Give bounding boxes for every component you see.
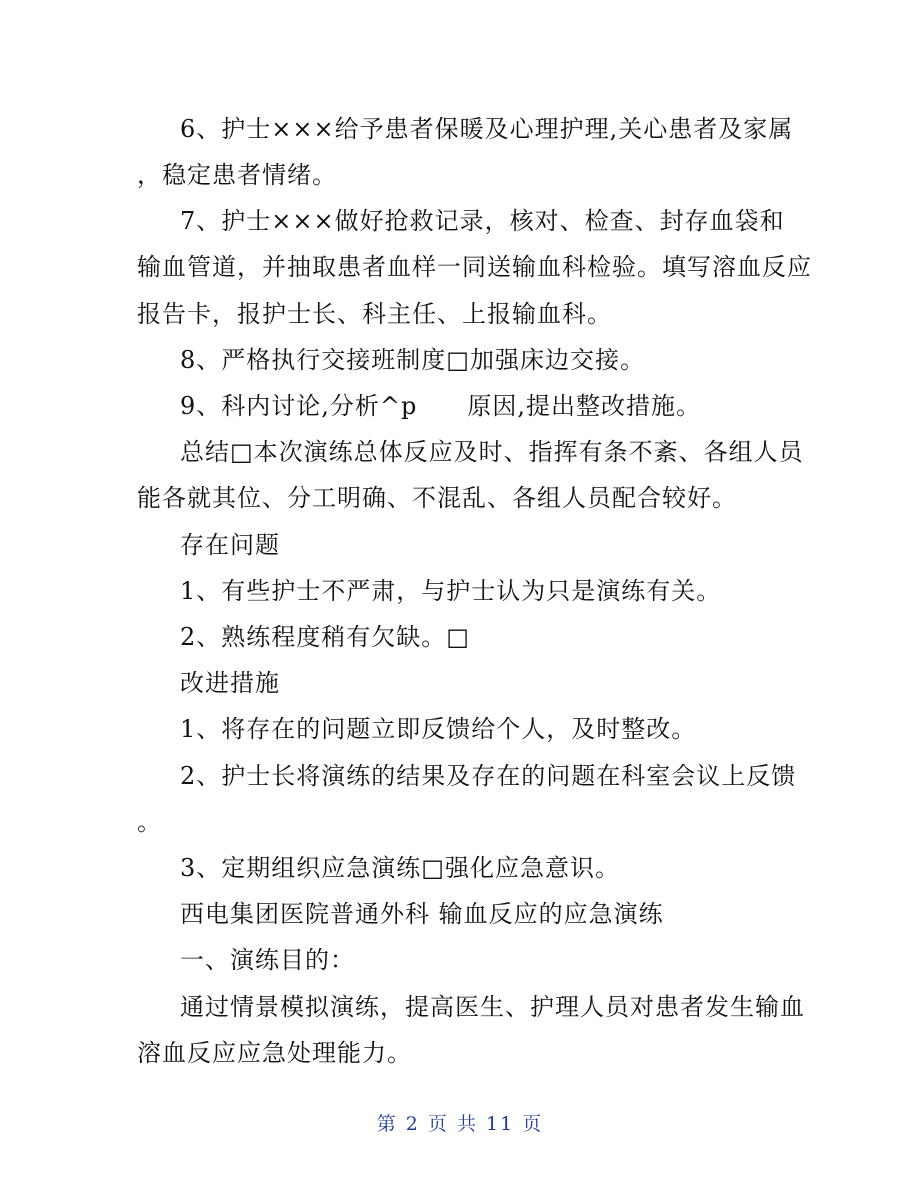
paragraph-line: 1、有些护士不严肃，与护士认为只是演练有关。 — [180, 577, 722, 605]
paragraph-line: 溶血反应应急处理能力。 — [137, 1039, 412, 1067]
paragraph-line: 通过情景模拟演练，提高医生、护理人员对患者发生输血 — [180, 993, 805, 1021]
paragraph-line: 9、科内讨论,分析^p 原因,提出整改措施。 — [180, 392, 701, 420]
paragraph-line: 1、将存在的问题立即反馈给个人，及时整改。 — [180, 715, 697, 743]
section-heading: 一、演练目的： — [180, 946, 355, 974]
paragraph-line: 。 — [137, 808, 162, 836]
paragraph-line: ，稳定患者情绪。 — [137, 161, 337, 189]
paragraph-line: 3、定期组织应急演练□强化应急意识。 — [180, 854, 620, 882]
paragraph-line: 2、熟练程度稍有欠缺。□ — [180, 623, 470, 651]
paragraph-line: 2、护士长将演练的结果及存在的问题在科室会议上反馈 — [180, 762, 797, 790]
paragraph-line: 6、护士×××给予患者保暖及心理护理,关心患者及家属 — [180, 115, 794, 143]
paragraph-line: 输血管道，并抽取患者血样一同送输血科检验。填写溶血反应 — [137, 253, 812, 281]
section-heading: 改进措施 — [180, 669, 280, 697]
document-title: 西电集团医院普通外科 输血反应的应急演练 — [180, 900, 664, 928]
paragraph-line: 总结□本次演练总体反应及时、指挥有条不紊、各组人员 — [180, 438, 804, 466]
page-footer — [0, 1114, 920, 1134]
paragraph-line: 7、护士×××做好抢救记录，核对、检查、封存血袋和 — [180, 207, 785, 235]
paragraph-line: 8、严格执行交接班制度□加强床边交接。 — [180, 346, 645, 374]
paragraph-line: 报告卡，报护士长、科主任、上报输血科。 — [137, 300, 612, 328]
paragraph-line: 能各就其位、分工明确、不混乱、各组人员配合较好。 — [137, 484, 737, 512]
page-number-label: 第 2 页 共 11 页 — [376, 1113, 544, 1135]
section-heading: 存在问题 — [180, 531, 280, 559]
